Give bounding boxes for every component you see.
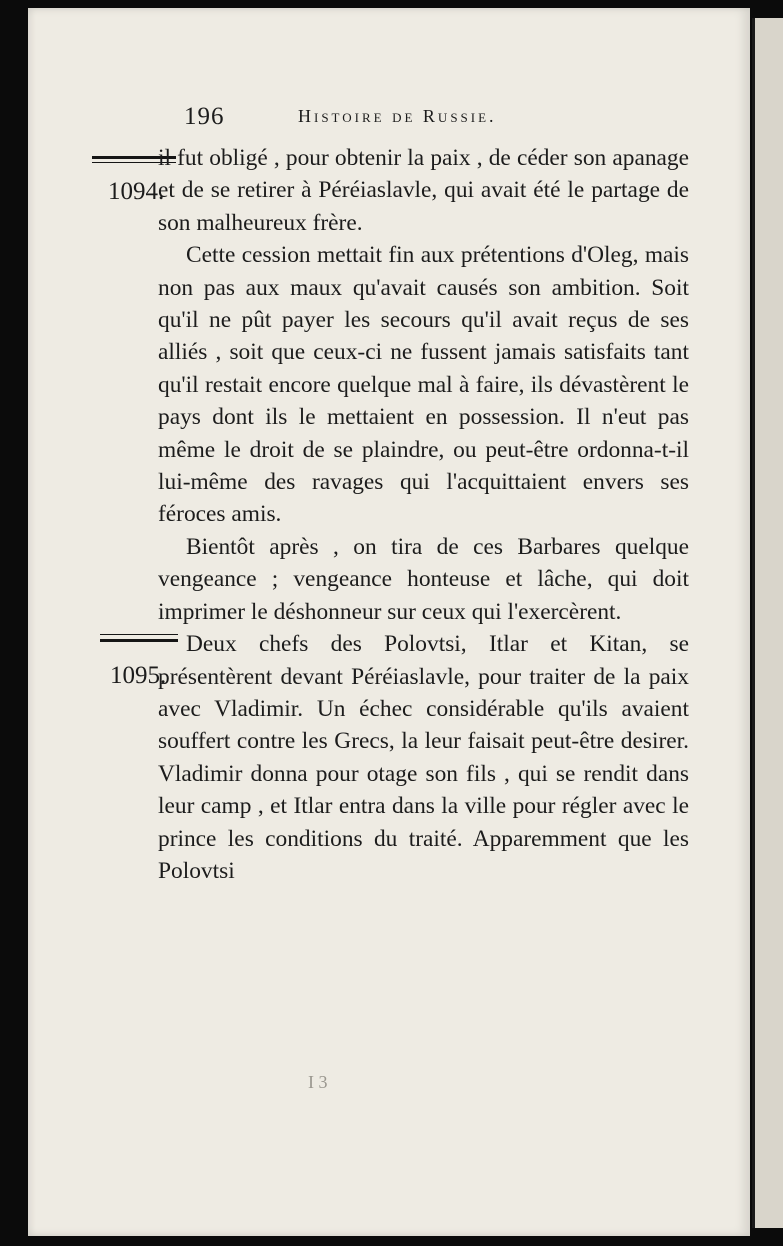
body-text bbox=[158, 142, 689, 887]
paragraph-2: Cette cession mettait fin aux prétentions d'Oleg, mais non pas aux maux qu'avait causés son ambition. Soit qu'il ne pût payer les secours qu'il avait reçus de ses alliés , soit que ceux-ci ne fussent jamais satisfaits tant qu'il restait encore quelque mal à faire, ils dévastèrent le pays dont ils le mettaient en possession. Il n'eut pas même le droit de se plaindre, ou peut-être ordonna-t-il lui-même des ravages qui l'acquittaient envers ses féroces amis. bbox=[158, 242, 689, 528]
paragraph-1: il fut obligé , pour obtenir la paix , de céder son apanage et de se retirer à Péréiaslavle, qui avait été le partage de son malheureux frère. bbox=[158, 145, 689, 236]
margin-year-1094: 1094. bbox=[108, 178, 165, 205]
paragraph-4: Deux chefs des Polovtsi, Itlar et Kitan, se présentèrent devant Péréiaslavle, pour traiter de la paix avec Vladimir. Un échec considérable qu'ils avaient souffert contre les Grecs, la leur faisait peut-être desirer. Vladimir donna pour otage son fils , qui se rendit dans leur camp , et Itlar entra dans la ville pour régler avec le prince les conditions du traité. Apparemment que les Polovtsi bbox=[158, 631, 689, 884]
page-number: 196 bbox=[184, 103, 225, 130]
signature-mark: I 3 bbox=[308, 1072, 328, 1092]
margin-year-1095: 1095. bbox=[110, 662, 167, 689]
page-header bbox=[0, 103, 783, 133]
running-head: Histoire de Russie. bbox=[298, 106, 497, 126]
adjacent-page-edge bbox=[752, 18, 783, 1228]
paragraph-3: Bientôt après , on tira de ces Barbares quelque vengeance ; vengeance honteuse et lâche, qui doit imprimer le déshonneur sur ceux qui l'exercèrent. bbox=[158, 533, 689, 625]
